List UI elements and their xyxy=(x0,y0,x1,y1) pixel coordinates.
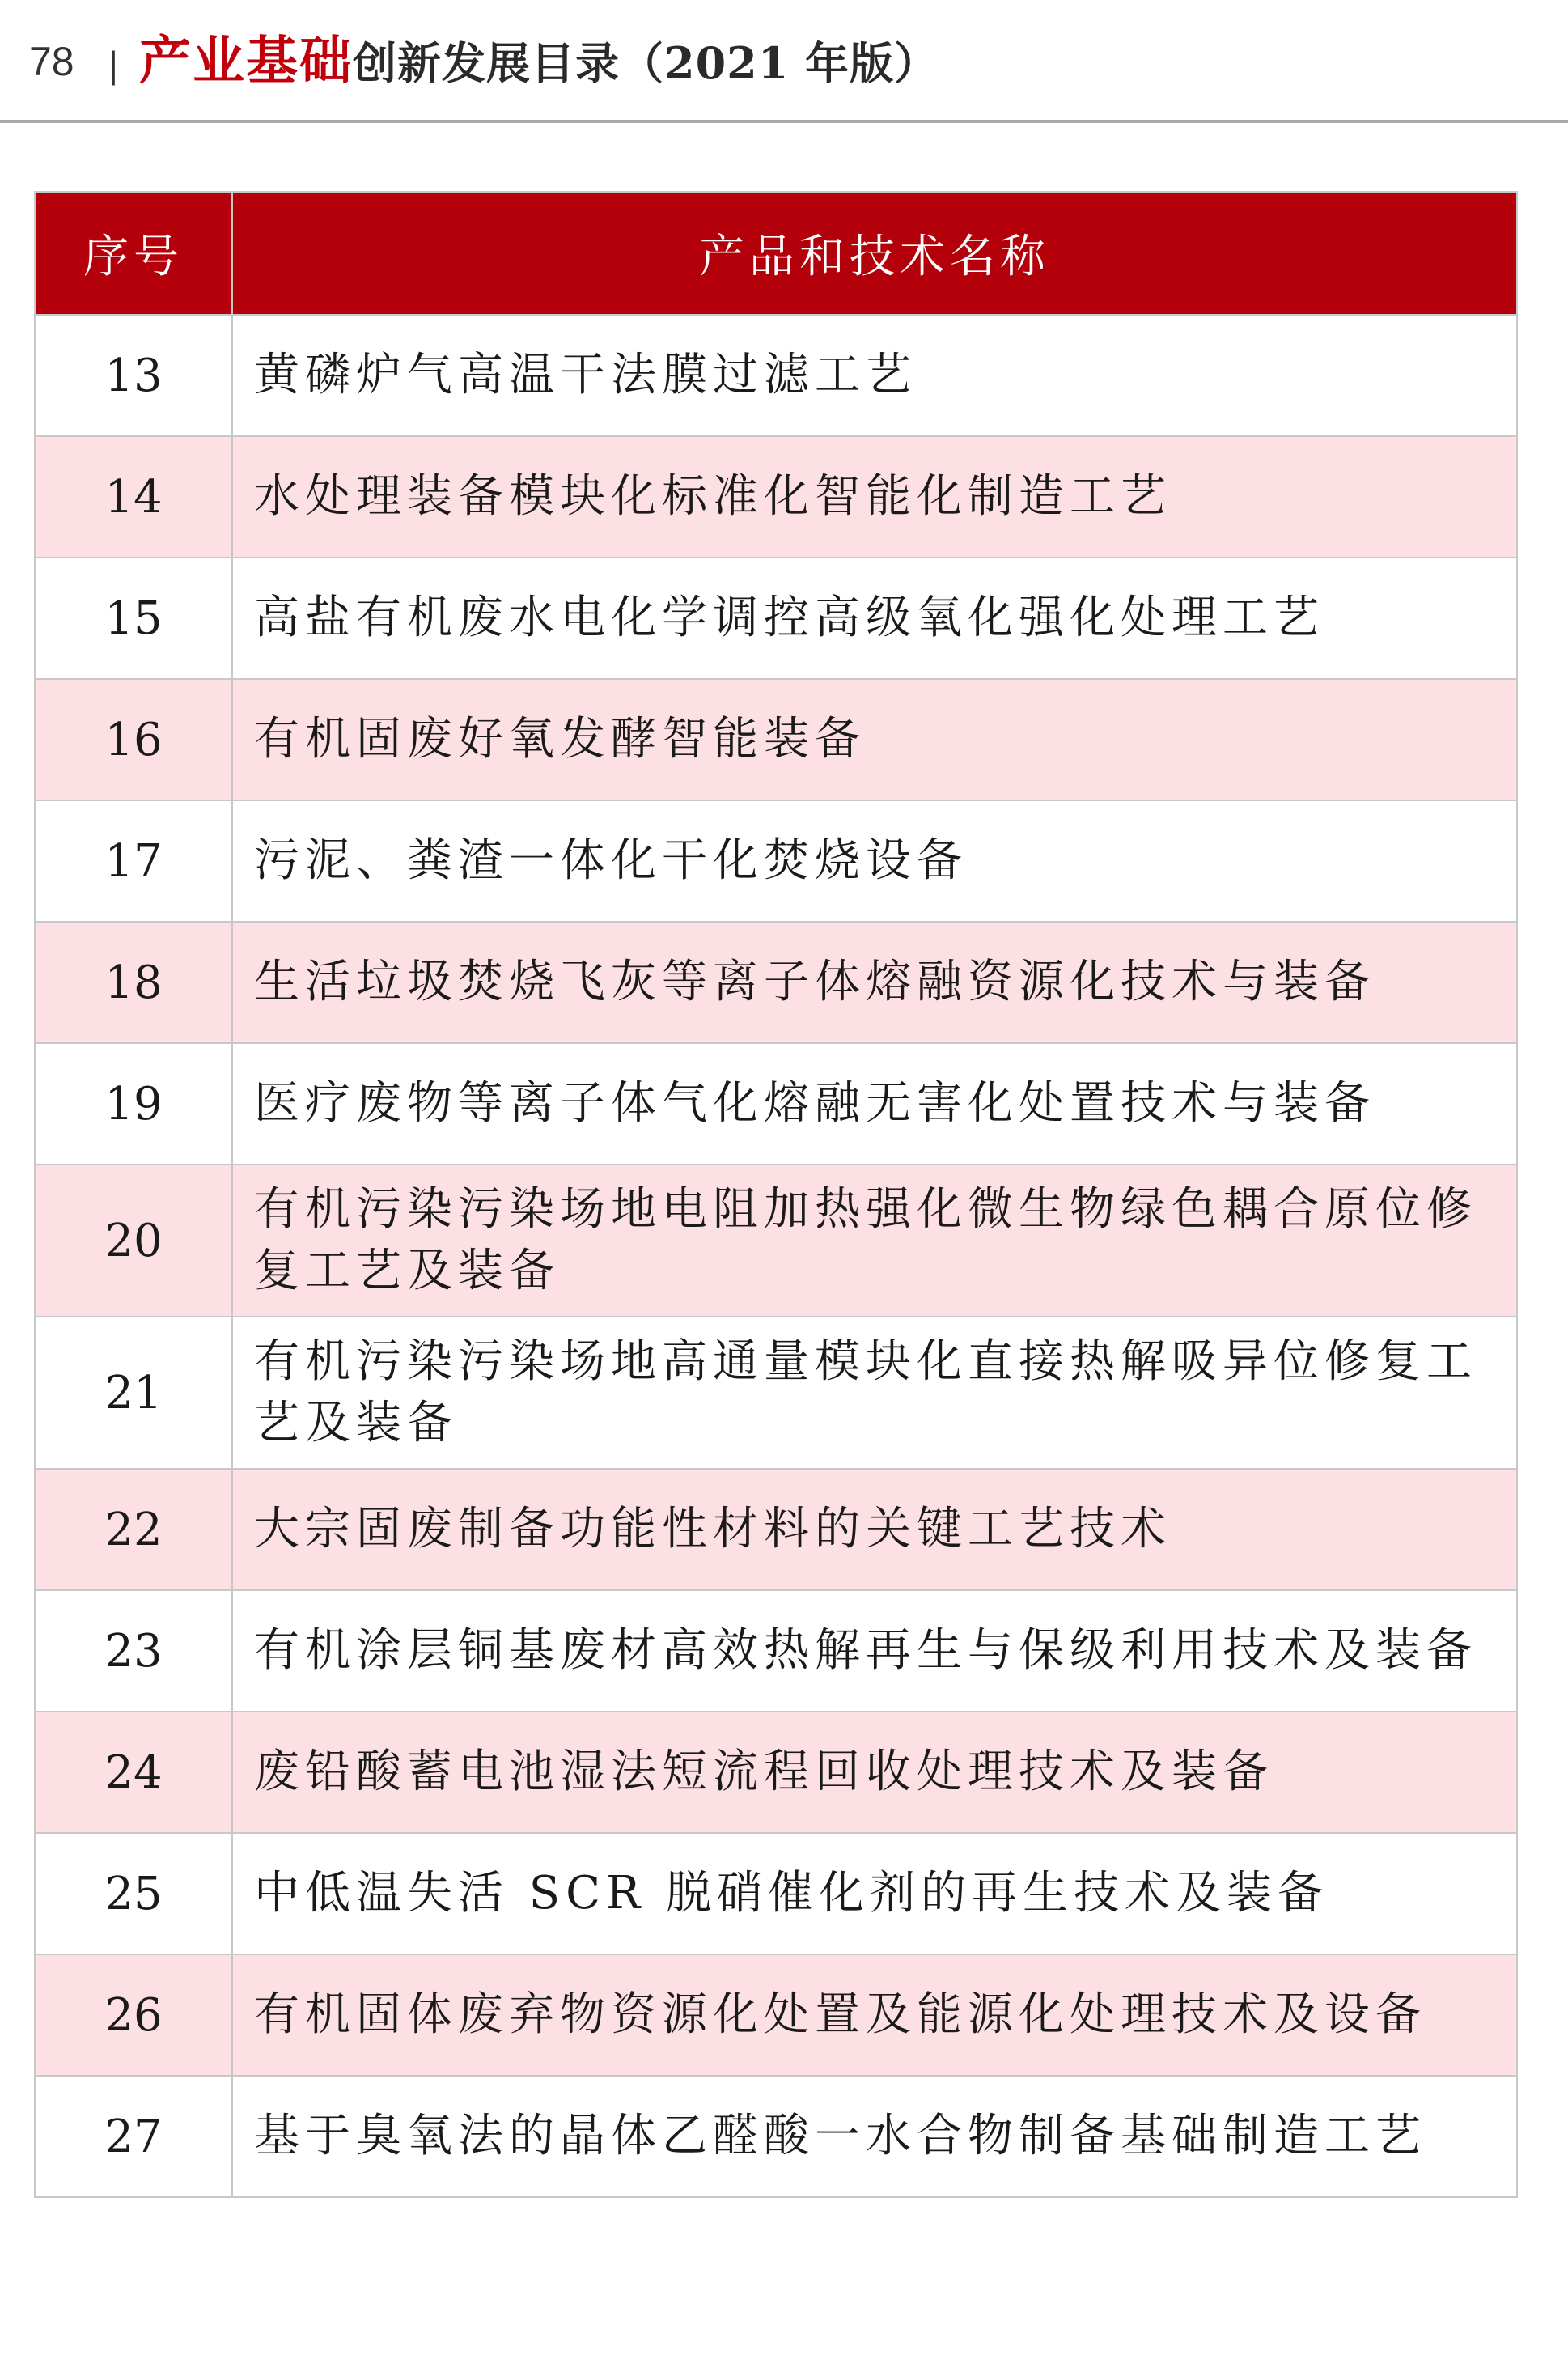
row-number: 27 xyxy=(35,2076,232,2197)
column-header-name: 产品和技术名称 xyxy=(232,192,1517,315)
row-number: 16 xyxy=(35,679,232,800)
table-row xyxy=(35,679,1517,800)
row-number: 20 xyxy=(35,1165,232,1317)
row-name: 基于臭氧法的晶体乙醛酸一水合物制备基础制造工艺 xyxy=(232,2076,1517,2197)
row-number: 23 xyxy=(35,1590,232,1712)
row-number: 26 xyxy=(35,1954,232,2076)
row-name: 污泥、粪渣一体化干化焚烧设备 xyxy=(232,800,1517,922)
table-row xyxy=(35,1165,1517,1317)
table-row xyxy=(35,1712,1517,1833)
table-row xyxy=(35,2076,1517,2197)
row-name: 黄磷炉气高温干法膜过滤工艺 xyxy=(232,315,1517,436)
row-name: 废铅酸蓄电池湿法短流程回收处理技术及装备 xyxy=(232,1712,1517,1833)
row-name: 医疗废物等离子体气化熔融无害化处置技术与装备 xyxy=(232,1043,1517,1165)
table-row xyxy=(35,922,1517,1043)
book-title-sub: 创新发展目录（2021 年版） xyxy=(353,37,939,89)
page-number: 78 xyxy=(29,39,74,84)
page-header xyxy=(0,0,1568,123)
table-row xyxy=(35,558,1517,679)
row-number: 21 xyxy=(35,1317,232,1469)
row-number: 14 xyxy=(35,436,232,558)
row-name: 有机涂层铜基废材高效热解再生与保级利用技术及装备 xyxy=(232,1590,1517,1712)
row-name: 生活垃圾焚烧飞灰等离子体熔融资源化技术与装备 xyxy=(232,922,1517,1043)
table-row xyxy=(35,1317,1517,1469)
table-row xyxy=(35,436,1517,558)
table-row xyxy=(35,1833,1517,1954)
row-number: 18 xyxy=(35,922,232,1043)
row-number: 13 xyxy=(35,315,232,436)
row-number: 15 xyxy=(35,558,232,679)
book-title-main: 产业基础 xyxy=(139,31,353,91)
header-separator: | xyxy=(108,44,118,86)
table-row xyxy=(35,315,1517,436)
row-name: 有机污染污染场地电阻加热强化微生物绿色耦合原位修复工艺及装备 xyxy=(232,1165,1517,1317)
row-name: 大宗固废制备功能性材料的关键工艺技术 xyxy=(232,1469,1517,1590)
row-number: 19 xyxy=(35,1043,232,1165)
table-row xyxy=(35,800,1517,922)
row-name: 高盐有机废水电化学调控高级氧化强化处理工艺 xyxy=(232,558,1517,679)
row-name: 中低温失活 SCR 脱硝催化剂的再生技术及装备 xyxy=(232,1833,1517,1954)
table-row xyxy=(35,1043,1517,1165)
table-header-row xyxy=(35,192,1517,315)
column-header-number: 序号 xyxy=(35,192,232,315)
table-row xyxy=(35,1590,1517,1712)
row-name: 有机固废好氧发酵智能装备 xyxy=(232,679,1517,800)
row-number: 24 xyxy=(35,1712,232,1833)
row-number: 17 xyxy=(35,800,232,922)
row-name: 有机污染污染场地高通量模块化直接热解吸异位修复工艺及装备 xyxy=(232,1317,1517,1469)
row-name: 水处理装备模块化标准化智能化制造工艺 xyxy=(232,436,1517,558)
row-name: 有机固体废弃物资源化处置及能源化处理技术及设备 xyxy=(232,1954,1517,2076)
table-row xyxy=(35,1954,1517,2076)
table-row xyxy=(35,1469,1517,1590)
catalog-table xyxy=(34,191,1518,2198)
row-number: 22 xyxy=(35,1469,232,1590)
book-title xyxy=(139,31,939,105)
row-number: 25 xyxy=(35,1833,232,1954)
